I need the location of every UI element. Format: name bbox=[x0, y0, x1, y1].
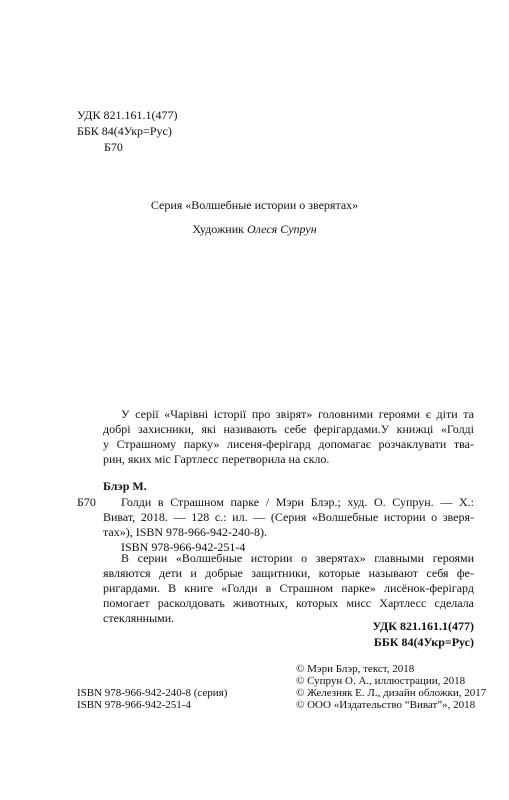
copyright-line: © Железняк Е. Л., дизайн обложки, 2017 bbox=[296, 687, 487, 699]
udk-code-bold: УДК 821.161.1(477) bbox=[372, 619, 474, 633]
copyright-line: © Супрун О. А., иллюстрации, 2018 bbox=[296, 675, 466, 687]
catalog-index: Б70 bbox=[77, 495, 96, 509]
catalog-author: Блэр М. bbox=[103, 479, 147, 493]
rus-annotation bbox=[103, 551, 474, 626]
udk-code: УДК 821.161.1(477) bbox=[77, 108, 178, 122]
isbn-block bbox=[77, 687, 227, 711]
catalog-line: Виват, 2018. — 128 с.: ил. — (Серия «Волшебные истории о зверя- bbox=[103, 510, 474, 524]
ukr-annotation bbox=[103, 407, 474, 467]
bbk-code: ББК 84(4Укр=Рус) bbox=[77, 124, 172, 138]
ukr-annotation-line: рин, яких міс Гартлесс перетворила на скло. bbox=[103, 452, 330, 466]
isbn-book: ISBN 978-966-942-251-4 bbox=[77, 699, 191, 711]
copyright-block bbox=[296, 663, 486, 711]
rus-annotation-line: помогает расколдовать животных, которых мисс Хартлесс сделала bbox=[103, 596, 474, 610]
ukr-annotation-line: добрі захисники, які називають себе ферігардами.У книжці «Голді bbox=[103, 422, 474, 436]
catalog-line: Голди в Страшном парке / Мэри Блэр.; худ. О. Супрун. — Х.: bbox=[121, 495, 474, 509]
bbk-code-bold: ББК 84(4Укр=Рус) bbox=[373, 635, 474, 649]
copyright-line: © ООО «Издательство “Виват”», 2018 bbox=[296, 699, 476, 711]
ukr-annotation-line: у Страшному парку» лисеня-ферігард допомагає розчаклувати тва- bbox=[103, 437, 474, 451]
ukr-annotation-line: У серії «Чарівні історії про звірят» головними героями є діти та bbox=[121, 407, 474, 421]
catalog-line: тах»), ISBN 978-966-942-240-8). bbox=[103, 525, 268, 539]
author-index: Б70 bbox=[104, 140, 123, 154]
catalog-isbn: ISBN 978-966-942-251-4 bbox=[121, 540, 246, 554]
illustrator-credit bbox=[0, 222, 509, 237]
rus-annotation-line: ригардами. В книге «Голди в Страшном парке» лисёнок-ферігард bbox=[103, 581, 474, 595]
illustrator-name: Олеся Супрун bbox=[246, 222, 317, 236]
series-title: Серия «Волшебные истории о зверятах» bbox=[150, 198, 359, 212]
copyright-line: © Мэри Блэр, текст, 2018 bbox=[296, 663, 415, 675]
rus-annotation-line: являются дети и добрые защитники, которые называют себя фе- bbox=[103, 566, 474, 580]
rus-annotation-line: стеклянными. bbox=[103, 611, 175, 625]
isbn-series: ISBN 978-966-942-240-8 (серия) bbox=[77, 687, 228, 699]
illustrator-label: Художник bbox=[192, 222, 244, 236]
rus-annotation-line: В серии «Волшебные истории о зверятах» главными героями bbox=[121, 551, 474, 565]
catalog-description bbox=[103, 495, 474, 555]
